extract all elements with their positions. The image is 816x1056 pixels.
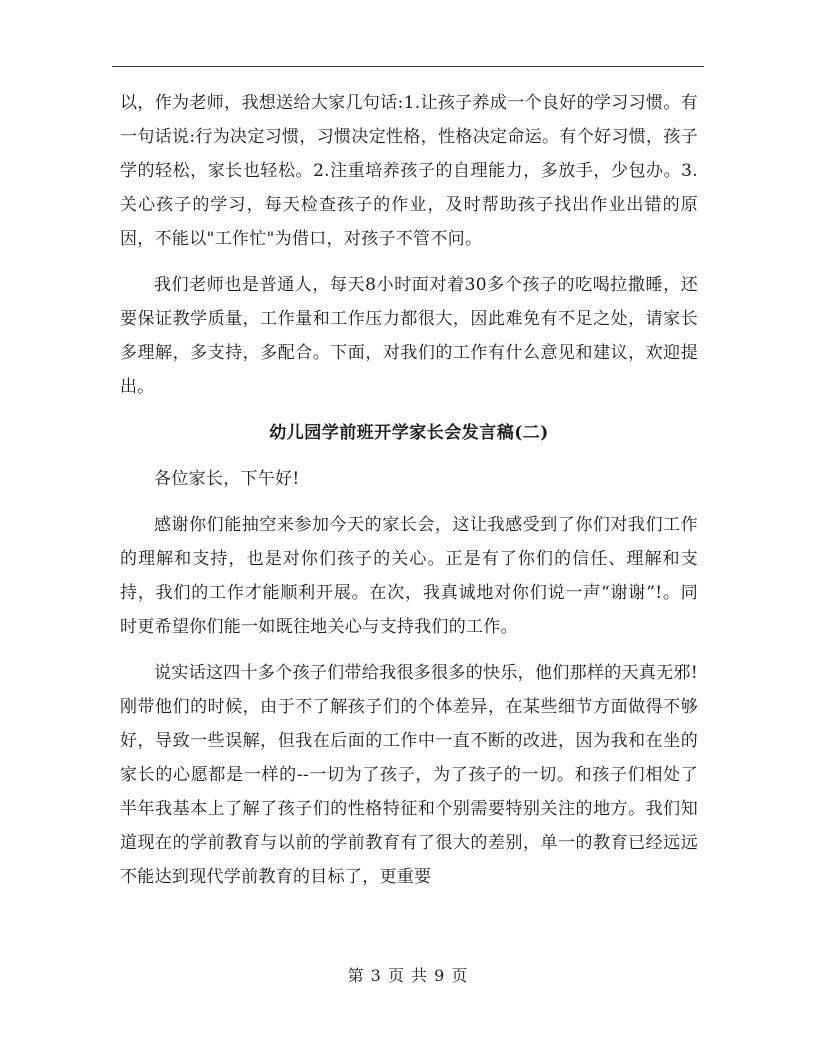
greeting: 各位家长，下午好! bbox=[154, 469, 300, 489]
paragraph-gap bbox=[120, 496, 698, 508]
paragraph-continued: 以，作为老师，我想送给大家几句话:1.让孩子养成一个良好的学习习惯。有一句话说:行为决定习惯，习惯决定性格，性格决定命运。有个好习惯，孩子学的轻松，家长也轻松。2.注重培养孩子的自理能力，多放手，少包办。3.关心孩子的学习，每天检查孩子的作业，及时帮助孩子找出作业出错的原因，不能以"工作忙"为借口，对孩子不管不问。 bbox=[120, 93, 698, 249]
paragraph-gap bbox=[120, 644, 698, 656]
paragraph-gap bbox=[120, 404, 698, 416]
paragraph: 我们老师也是普通人，每天8小时面对着30多个孩子的吃喝拉撒睡，还要保证教学质量，工作量和工作压力都很大，因此难免有不足之处，请家长多理解，多支持，多配合。下面，对我们的工作有什么意见和建议，欢迎提出。 bbox=[120, 275, 698, 397]
paragraph: 说实话这四十多个孩子们带给我很多很多的快乐，他们那样的天真无邪!刚带他们的时候，由于不了解孩子们的个体差异，在某些细节方面做得不够好，导致一些误解，但我在后面的工作中一直不断的改进，因为我和在坐的家长的心愿都是一样的--一切为了孩子，为了孩子的一切。和孩子们相处了半年我基本上了解了孩子们的性格特征和个别需要特别关注的地方。我们知道现在的学前教育与以前的学前教育有了很大的差别，单一的教育已经远远不能达到现代学前教育的目标了，更重要 bbox=[120, 663, 698, 887]
section-title: 幼儿园学前班开学家长会发言稿(二) bbox=[269, 423, 549, 443]
paragraph: 感谢你们能抽空来参加今天的家长会，这让我感受到了你们对我们工作的理解和支持，也是对你们孩子的关心。正是有了你们的信任、理解和支持，我们的工作才能顺利开展。在次，我真诚地对你们说一声“谢谢”!。同时更希望你们能一如既往地关心与支持我们的工作。 bbox=[120, 515, 698, 637]
paragraph-gap bbox=[120, 450, 698, 462]
page-number: 第 3 页 共 9 页 bbox=[347, 966, 469, 985]
paragraph-gap bbox=[120, 256, 698, 268]
document-body bbox=[120, 86, 698, 894]
header-rule bbox=[112, 66, 704, 67]
